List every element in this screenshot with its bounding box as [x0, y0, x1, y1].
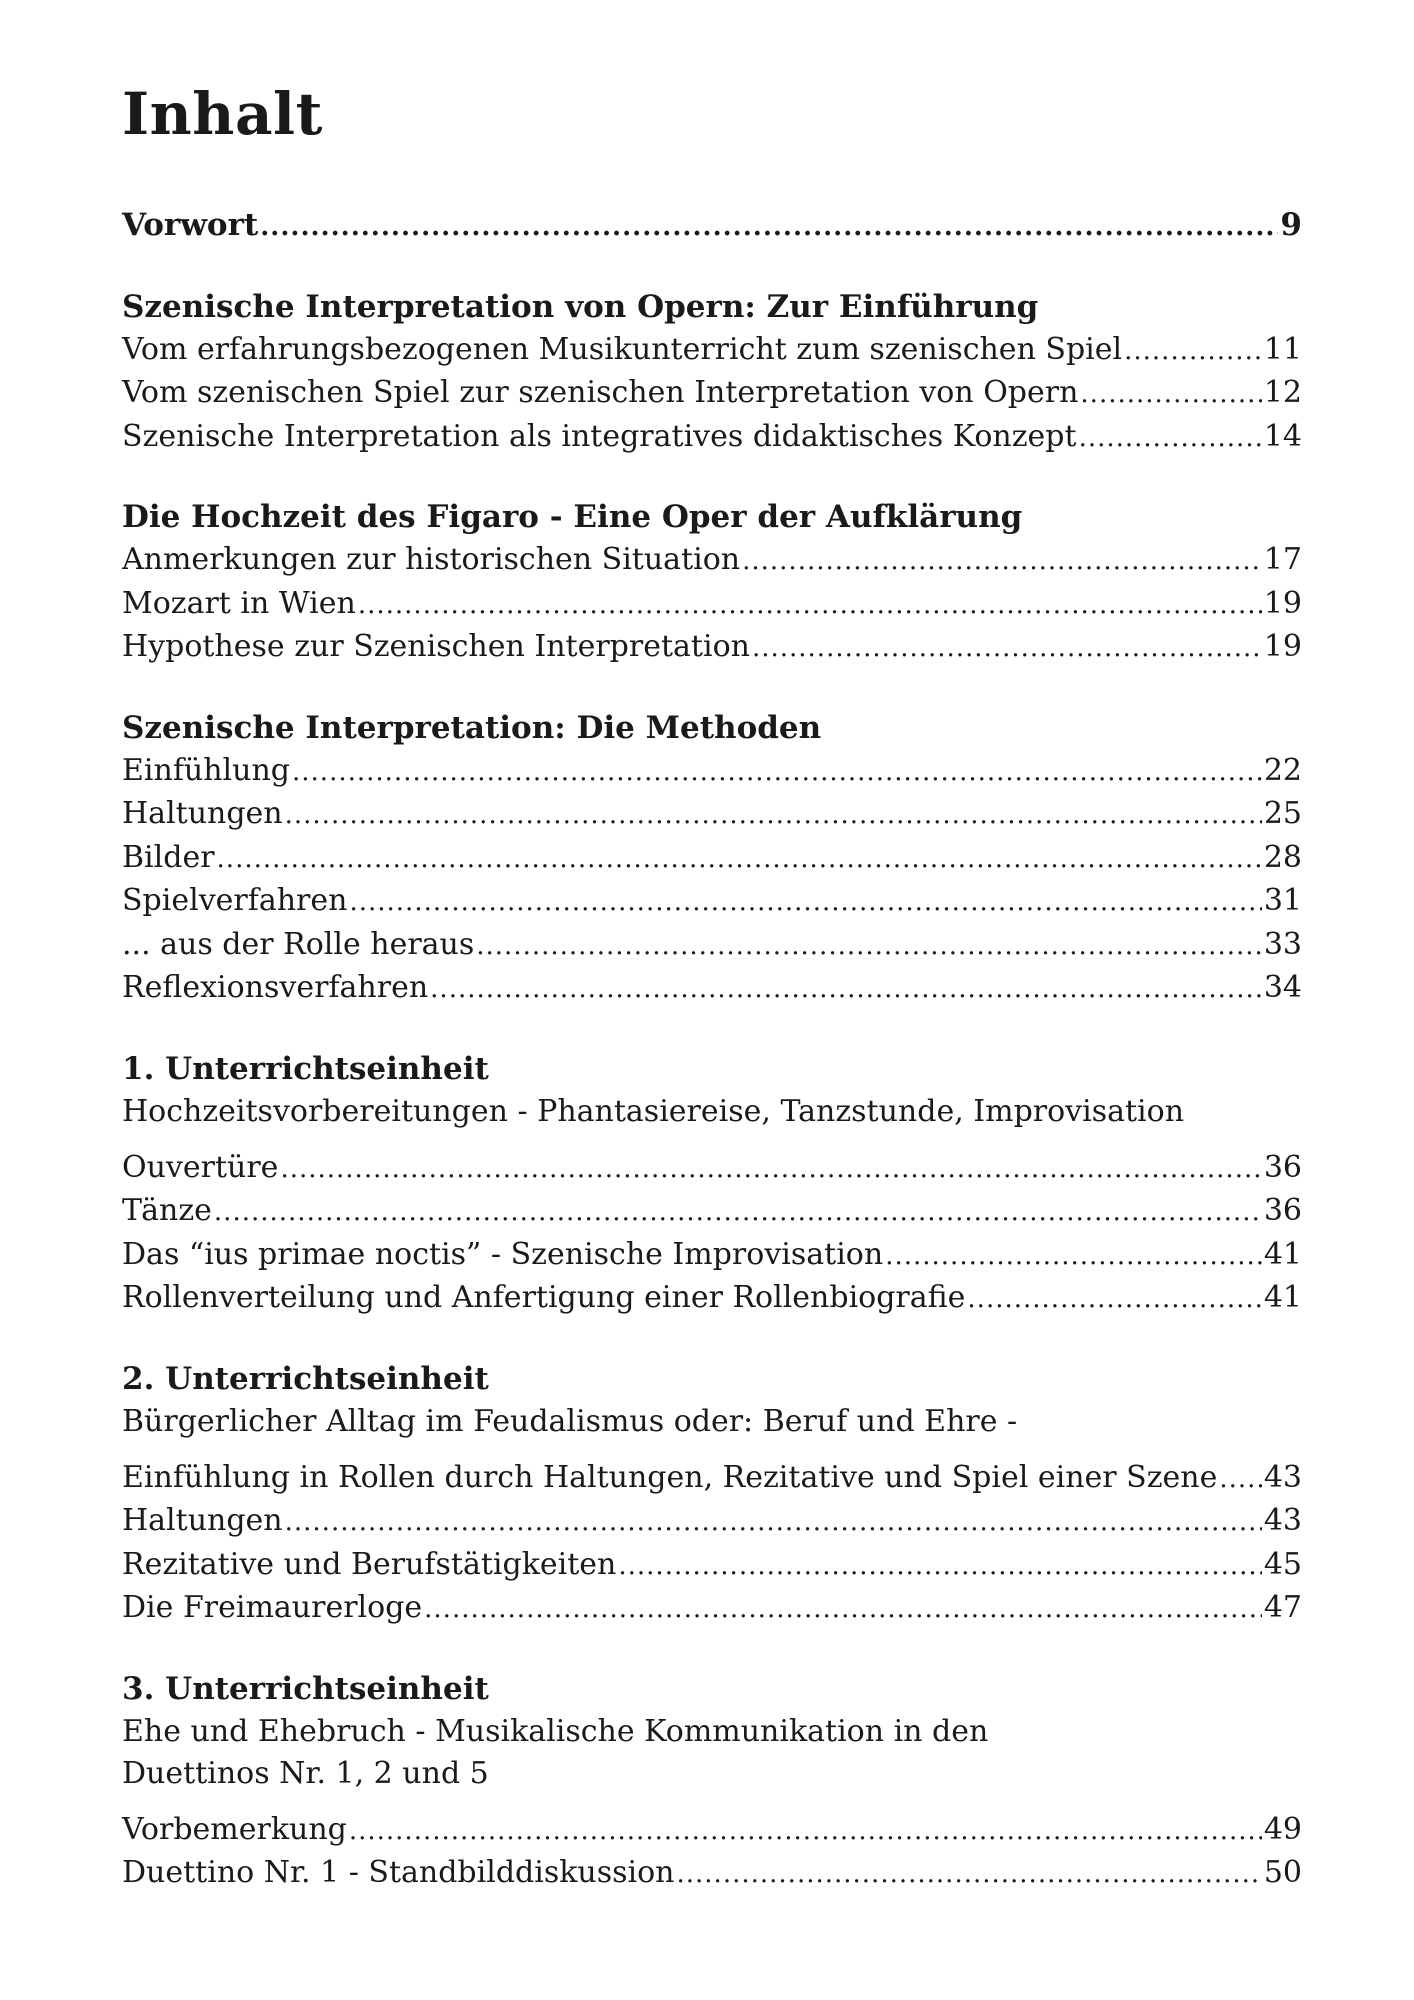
toc-entry-label: Rollenverteilung und Anfertigung einer Rollenbiografie	[122, 1280, 966, 1315]
section-heading: Die Hochzeit des Figaro - Eine Oper der Aufklärung	[122, 499, 1023, 535]
toc-page-number: 43	[1263, 1459, 1302, 1495]
toc-page-number: 22	[1263, 752, 1302, 788]
dot-leader	[358, 583, 1262, 627]
dot-leader	[349, 880, 1261, 924]
toc-entry-label: Anmerkungen zur historischen Situation	[122, 542, 741, 577]
toc-entry-label: ... aus der Rolle heraus	[122, 926, 475, 962]
toc-section	[122, 495, 1302, 670]
dot-leader	[430, 967, 1262, 1011]
toc-entry-label: Haltungen	[122, 1503, 283, 1538]
toc-entry-label: Vorwort	[122, 207, 259, 243]
toc-entry-label: Tänze	[122, 1193, 212, 1228]
dot-leader	[217, 837, 1262, 881]
toc-entry-label: Vom szenischen Spiel zur szenischen Interpretation von Opern	[122, 375, 1079, 410]
toc-entry-label: Vom erfahrungsbezogenen Musikunterricht zum szenischen Spiel	[122, 331, 1123, 367]
toc-entry[interactable]	[122, 1587, 1302, 1631]
toc-page-number: 19	[1263, 585, 1302, 621]
section-subtitle: Ehe und Ehebruch - Musikalische Kommunikation in den	[122, 1713, 989, 1749]
dot-leader	[1079, 416, 1262, 460]
dot-leader	[752, 626, 1262, 670]
dot-leader	[285, 1500, 1262, 1544]
toc-page-number: 33	[1263, 926, 1302, 962]
toc-entry[interactable]	[122, 626, 1302, 670]
dot-leader	[214, 1190, 1262, 1234]
toc-entry[interactable]	[122, 1809, 1302, 1853]
toc-page-number: 49	[1263, 1811, 1302, 1847]
section-heading: 2. Unterrichtseinheit	[122, 1360, 489, 1397]
toc-entry[interactable]	[122, 1500, 1302, 1544]
toc-page-number: 47	[1263, 1590, 1302, 1625]
toc-entry-lead[interactable]	[122, 1457, 1302, 1501]
toc-page-number: 41	[1263, 1280, 1302, 1315]
toc-entry-label: Die Freimaurerloge	[122, 1590, 423, 1625]
toc-entry[interactable]	[122, 372, 1302, 416]
toc-entry[interactable]	[122, 837, 1302, 881]
section-heading: Szenische Interpretation von Opern: Zur Einführung	[122, 288, 1039, 325]
toc-entry-label: Ouvertüre	[122, 1149, 279, 1185]
dot-leader	[349, 1809, 1262, 1853]
dot-leader	[285, 793, 1262, 837]
dot-leader	[967, 1277, 1261, 1321]
toc-entry-label: Spielverfahren	[122, 883, 348, 918]
toc-page-number: 14	[1263, 418, 1302, 454]
toc-page-number: 36	[1263, 1193, 1302, 1228]
table-of-contents	[122, 80, 1302, 1932]
dot-leader	[1080, 372, 1261, 416]
toc-page-number: 41	[1263, 1236, 1302, 1272]
toc-entry[interactable]	[122, 1190, 1302, 1234]
toc-page-number: 25	[1263, 796, 1302, 831]
toc-entry[interactable]	[122, 1234, 1302, 1278]
toc-entry[interactable]	[122, 924, 1302, 968]
toc-page-number: 50	[1263, 1855, 1302, 1890]
toc-entry-label: Das “ius primae noctis” - Szenische Improvisation	[122, 1236, 884, 1272]
toc-page-number: 11	[1263, 331, 1302, 367]
toc-page-number: 31	[1263, 883, 1302, 918]
toc-entry-label: Einfühlung in Rollen durch Haltungen, Rezitative und Spiel einer Szene	[122, 1459, 1218, 1495]
dot-leader	[476, 924, 1262, 968]
toc-entry-label: Einfühlung	[122, 752, 291, 788]
toc-page-number: 34	[1263, 970, 1302, 1005]
toc-section	[122, 706, 1302, 1011]
toc-entry-label: Reflexionsverfahren	[122, 970, 429, 1005]
toc-entry-label: Mozart in Wien	[122, 585, 356, 621]
toc-section	[122, 1357, 1302, 1631]
toc-page-number: 17	[1263, 542, 1302, 577]
toc-entry-label: Duettino Nr. 1 - Standbilddiskussion	[122, 1855, 675, 1890]
page-title: Inhalt	[122, 80, 323, 148]
toc-section	[122, 1047, 1302, 1321]
toc-entry[interactable]	[122, 750, 1302, 794]
toc-entry[interactable]	[122, 539, 1302, 583]
toc-entry-label: Szenische Interpretation als integratives didaktisches Konzept	[122, 418, 1077, 454]
toc-entry[interactable]	[122, 967, 1302, 1011]
toc-page-number: 43	[1263, 1503, 1302, 1538]
section-subtitle: Hochzeitsvorbereitungen - Phantasiereise, Tanzstunde, Improvisation	[122, 1093, 1185, 1129]
toc-entry-label: Vorbemerkung	[122, 1811, 347, 1847]
toc-entry-label: Bilder	[122, 839, 215, 875]
toc-entry[interactable]	[122, 1852, 1302, 1896]
toc-entry[interactable]	[122, 1147, 1302, 1191]
section-subtitle: Bürgerlicher Alltag im Feudalismus oder: Beruf und Ehre -	[122, 1403, 1018, 1439]
toc-section	[122, 1667, 1302, 1896]
toc-section	[122, 285, 1302, 460]
dot-leader	[280, 1147, 1261, 1191]
toc-entry[interactable]	[122, 1277, 1302, 1321]
toc-entry-label: Hypothese zur Szenischen Interpretation	[122, 629, 750, 664]
dot-leader	[1219, 1457, 1261, 1501]
toc-entry[interactable]	[122, 880, 1302, 924]
toc-entry-label: Rezitative und Berufstätigkeiten	[122, 1546, 617, 1582]
toc-entry[interactable]	[122, 793, 1302, 837]
toc-section-vorwort	[122, 204, 1302, 249]
dot-leader	[424, 1587, 1262, 1631]
toc-page-number: 9	[1280, 207, 1302, 243]
dot-leader	[1124, 329, 1262, 373]
section-heading: 1. Unterrichtseinheit	[122, 1050, 489, 1087]
toc-page-number: 45	[1263, 1546, 1302, 1582]
toc-page-number: 19	[1263, 629, 1302, 664]
toc-entry[interactable]	[122, 1544, 1302, 1588]
dot-leader	[618, 1544, 1261, 1588]
toc-entry[interactable]	[122, 329, 1302, 373]
toc-entry-vorwort[interactable]	[122, 204, 1302, 249]
toc-entry[interactable]	[122, 416, 1302, 460]
section-heading: 3. Unterrichtseinheit	[122, 1670, 489, 1707]
dot-leader	[742, 539, 1262, 583]
toc-entry[interactable]	[122, 583, 1302, 627]
section-subtitle: Duettinos Nr. 1, 2 und 5	[122, 1755, 489, 1791]
toc-entry-label: Haltungen	[122, 796, 283, 831]
toc-page-number: 12	[1263, 375, 1302, 410]
toc-page-number: 36	[1263, 1149, 1302, 1185]
dot-leader	[260, 204, 1278, 249]
dot-leader	[677, 1852, 1262, 1896]
toc-page-number: 28	[1263, 839, 1302, 875]
section-heading: Szenische Interpretation: Die Methoden	[122, 709, 822, 746]
dot-leader	[885, 1234, 1262, 1278]
dot-leader	[292, 750, 1262, 794]
